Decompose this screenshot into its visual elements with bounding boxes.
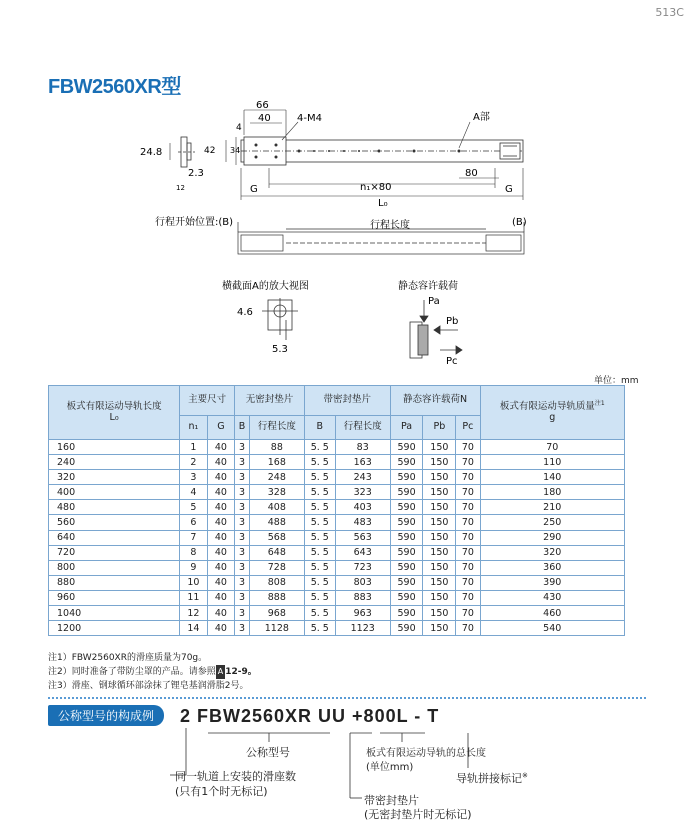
table-cell: 40 bbox=[207, 485, 234, 500]
th-pb: Pb bbox=[423, 416, 456, 440]
note-2-ref-badge: A bbox=[216, 665, 225, 679]
table-cell: 40 bbox=[207, 530, 234, 545]
note-1: 注1）FBW2560XR的滑座质量为70g。 bbox=[48, 653, 208, 663]
table-cell: 11 bbox=[180, 590, 207, 605]
table-cell: 5. 5 bbox=[304, 590, 335, 605]
table-cell: 9 bbox=[180, 560, 207, 575]
dim-42: 42 bbox=[204, 146, 216, 156]
table-cell: 5. 5 bbox=[304, 470, 335, 485]
table-cell: 2 bbox=[180, 455, 207, 470]
label-nominal: 公称型号 bbox=[246, 746, 290, 759]
table-cell: 150 bbox=[423, 560, 456, 575]
table-cell: 963 bbox=[335, 606, 390, 621]
page-title: FBW2560XR型 bbox=[48, 76, 181, 98]
table-cell: 648 bbox=[249, 545, 304, 560]
table-cell: 83 bbox=[335, 440, 390, 455]
table-cell: 568 bbox=[249, 530, 304, 545]
table-cell: 160 bbox=[49, 440, 180, 455]
table-cell: 70 bbox=[456, 500, 480, 515]
table-cell: 430 bbox=[480, 590, 625, 605]
table-cell: 590 bbox=[390, 575, 423, 590]
th-stroke2: 行程长度 bbox=[335, 416, 390, 440]
th-length-text: 板式有限运动导轨长度 bbox=[66, 400, 162, 412]
th-pa: Pa bbox=[390, 416, 423, 440]
dim-80: 80 bbox=[465, 168, 478, 179]
table-cell: 5. 5 bbox=[304, 575, 335, 590]
table-cell: 40 bbox=[207, 560, 234, 575]
table-cell: 883 bbox=[335, 590, 390, 605]
stroke-start-label: 行程开始位置:(B) bbox=[155, 217, 234, 228]
table-cell: 3 bbox=[235, 455, 250, 470]
table-cell: 40 bbox=[207, 455, 234, 470]
load-pc: Pc bbox=[446, 356, 458, 367]
stroke-length-label: 行程长度 bbox=[370, 220, 410, 231]
table-cell: 960 bbox=[49, 590, 180, 605]
label-seal-1: 带密封垫片 bbox=[364, 794, 419, 807]
table-cell: 150 bbox=[423, 470, 456, 485]
table-cell: 150 bbox=[423, 440, 456, 455]
table-cell: 70 bbox=[456, 485, 480, 500]
label-joint bbox=[456, 770, 528, 786]
table-cell: 3 bbox=[235, 515, 250, 530]
table-cell: 150 bbox=[423, 621, 456, 636]
table-cell: 1 bbox=[180, 440, 207, 455]
table-cell: 808 bbox=[249, 575, 304, 590]
table-cell: 180 bbox=[480, 485, 625, 500]
section-a-title: 横截面A的放大视图 bbox=[222, 281, 309, 292]
part-a-label: A部 bbox=[473, 112, 490, 123]
table-cell: 3 bbox=[235, 575, 250, 590]
table-cell: 250 bbox=[480, 515, 625, 530]
static-load-title: 静态容许载荷 bbox=[398, 281, 458, 292]
table-cell: 408 bbox=[249, 500, 304, 515]
load-pb: Pb bbox=[446, 316, 459, 327]
table-cell: 163 bbox=[335, 455, 390, 470]
table-cell: 3 bbox=[235, 485, 250, 500]
table-cell: 5. 5 bbox=[304, 440, 335, 455]
table-cell: 5. 5 bbox=[304, 530, 335, 545]
table-cell: 590 bbox=[390, 545, 423, 560]
table-cell: 8 bbox=[180, 545, 207, 560]
model-code: 2 FBW2560XR UU +800L - T bbox=[180, 706, 440, 726]
stroke-end-label: (B) bbox=[512, 217, 527, 228]
table-cell: 968 bbox=[249, 606, 304, 621]
table-cell: 3 bbox=[235, 621, 250, 636]
dim-lo: L₀ bbox=[378, 198, 388, 209]
note-2-ref: 12-9。 bbox=[225, 667, 257, 677]
label-qty-2: (只有1个时无标记) bbox=[175, 785, 268, 798]
table-cell: 290 bbox=[480, 530, 625, 545]
table-cell: 3 bbox=[235, 606, 250, 621]
table-cell: 5. 5 bbox=[304, 621, 335, 636]
table-cell: 150 bbox=[423, 485, 456, 500]
table-cell: 70 bbox=[456, 606, 480, 621]
label-total-length: 板式有限运动导轨的总长度 bbox=[366, 748, 486, 759]
table-cell: 150 bbox=[423, 530, 456, 545]
dim-4a: 4 bbox=[236, 123, 242, 133]
dim-4m4: 4-M4 bbox=[297, 113, 322, 124]
table-cell: 590 bbox=[390, 590, 423, 605]
table-cell: 150 bbox=[423, 590, 456, 605]
table-cell: 70 bbox=[480, 440, 625, 455]
table-cell: 483 bbox=[335, 515, 390, 530]
table-cell: 800 bbox=[49, 560, 180, 575]
table-cell: 243 bbox=[335, 470, 390, 485]
table-cell: 590 bbox=[390, 560, 423, 575]
table-cell: 70 bbox=[456, 440, 480, 455]
table-cell: 150 bbox=[423, 455, 456, 470]
th-mass-note: 注1 bbox=[594, 400, 605, 407]
th-b1: B bbox=[235, 416, 250, 440]
table-cell: 590 bbox=[390, 606, 423, 621]
table-cell: 328 bbox=[249, 485, 304, 500]
table-cell: 590 bbox=[390, 470, 423, 485]
table-cell: 10 bbox=[180, 575, 207, 590]
table-cell: 40 bbox=[207, 575, 234, 590]
table-cell: 70 bbox=[456, 621, 480, 636]
th-n1: n₁ bbox=[180, 416, 207, 440]
label-joint-mark: ※ bbox=[522, 771, 528, 780]
th-b2: B bbox=[304, 416, 335, 440]
table-cell: 5. 5 bbox=[304, 560, 335, 575]
table-cell: 403 bbox=[335, 500, 390, 515]
table-cell: 560 bbox=[49, 515, 180, 530]
table-cell: 150 bbox=[423, 575, 456, 590]
table-cell: 5. 5 bbox=[304, 500, 335, 515]
label-qty-1: 同一轨道上安装的滑座数 bbox=[175, 770, 296, 783]
dim-2-3: 2.3 bbox=[188, 168, 204, 179]
table-cell: 3 bbox=[235, 470, 250, 485]
dim-24-8: 24.8 bbox=[140, 147, 163, 158]
table-cell: 70 bbox=[456, 530, 480, 545]
table-cell: 40 bbox=[207, 515, 234, 530]
dim-5-3: 5.3 bbox=[272, 344, 288, 355]
table-cell: 5. 5 bbox=[304, 515, 335, 530]
dim-g-right: G bbox=[505, 184, 513, 195]
table-cell: 590 bbox=[390, 621, 423, 636]
table-cell: 110 bbox=[480, 455, 625, 470]
table-cell: 3 bbox=[235, 530, 250, 545]
table-cell: 150 bbox=[423, 545, 456, 560]
label-unit: (单位mm) bbox=[366, 762, 414, 773]
table-cell: 480 bbox=[49, 500, 180, 515]
table-cell: 1123 bbox=[335, 621, 390, 636]
table-cell: 40 bbox=[207, 470, 234, 485]
table-cell: 390 bbox=[480, 575, 625, 590]
dim-12: 12 bbox=[176, 184, 185, 192]
table-cell: 590 bbox=[390, 455, 423, 470]
table-cell: 240 bbox=[49, 455, 180, 470]
table-cell: 40 bbox=[207, 590, 234, 605]
table-cell: 70 bbox=[456, 515, 480, 530]
table-cell: 590 bbox=[390, 530, 423, 545]
table-cell: 323 bbox=[335, 485, 390, 500]
table-cell: 168 bbox=[249, 455, 304, 470]
table-cell: 360 bbox=[480, 560, 625, 575]
th-mass-text: 板式有限运动导轨质量 bbox=[499, 401, 595, 413]
load-pa: Pa bbox=[428, 296, 440, 307]
page-number: 513C bbox=[655, 6, 684, 19]
table-cell: 6 bbox=[180, 515, 207, 530]
table-cell: 4 bbox=[180, 485, 207, 500]
table-cell: 563 bbox=[335, 530, 390, 545]
table-cell: 70 bbox=[456, 470, 480, 485]
note-2-text: 注2）同时准备了带防尘罩的产品。请参照 bbox=[48, 667, 216, 677]
table-cell: 1040 bbox=[49, 606, 180, 621]
table-cell: 70 bbox=[456, 590, 480, 605]
th-with-seal: 带密封垫片 bbox=[304, 386, 390, 416]
dim-40: 40 bbox=[258, 113, 271, 124]
table-cell: 888 bbox=[249, 590, 304, 605]
table-cell: 590 bbox=[390, 440, 423, 455]
table-cell: 728 bbox=[249, 560, 304, 575]
table-cell: 14 bbox=[180, 621, 207, 636]
table-cell: 40 bbox=[207, 440, 234, 455]
table-cell: 643 bbox=[335, 545, 390, 560]
th-mass-unit: g bbox=[549, 412, 556, 424]
table-cell: 12 bbox=[180, 606, 207, 621]
table-cell: 540 bbox=[480, 621, 625, 636]
table-cell: 320 bbox=[49, 470, 180, 485]
table-cell: 590 bbox=[390, 515, 423, 530]
table-cell: 3 bbox=[235, 545, 250, 560]
table-cell: 40 bbox=[207, 500, 234, 515]
table-cell: 88 bbox=[249, 440, 304, 455]
label-seal-2: (无密封垫片时无标记) bbox=[364, 808, 472, 821]
table-cell: 880 bbox=[49, 575, 180, 590]
th-pc: Pc bbox=[456, 416, 480, 440]
dim-n1x80: n₁×80 bbox=[360, 182, 392, 193]
table-cell: 140 bbox=[480, 470, 625, 485]
table-cell: 150 bbox=[423, 515, 456, 530]
table-cell: 210 bbox=[480, 500, 625, 515]
table-cell: 640 bbox=[49, 530, 180, 545]
unit-label: 单位：mm bbox=[594, 376, 639, 386]
table-cell: 590 bbox=[390, 500, 423, 515]
table-cell: 70 bbox=[456, 455, 480, 470]
table-cell: 1200 bbox=[49, 621, 180, 636]
table-cell: 5. 5 bbox=[304, 455, 335, 470]
table-cell: 150 bbox=[423, 606, 456, 621]
table-cell: 70 bbox=[456, 545, 480, 560]
table-cell: 5. 5 bbox=[304, 485, 335, 500]
table-cell: 5. 5 bbox=[304, 545, 335, 560]
table-cell: 70 bbox=[456, 560, 480, 575]
table-cell: 723 bbox=[335, 560, 390, 575]
dim-4-6: 4.6 bbox=[237, 307, 253, 318]
table-cell: 3 bbox=[235, 590, 250, 605]
table-cell: 803 bbox=[335, 575, 390, 590]
table-cell: 40 bbox=[207, 621, 234, 636]
th-main-dims: 主要尺寸 bbox=[180, 386, 235, 416]
dim-34: 34 bbox=[230, 146, 241, 155]
table-cell: 320 bbox=[480, 545, 625, 560]
table-cell: 7 bbox=[180, 530, 207, 545]
table-cell: 488 bbox=[249, 515, 304, 530]
note-3: 注3）滑座、钢球循环部涂抹了锂皂基润滑脂2号。 bbox=[48, 681, 249, 691]
table-cell: 590 bbox=[390, 485, 423, 500]
table-cell: 40 bbox=[207, 606, 234, 621]
label-joint-text: 导轨拼接标记 bbox=[456, 772, 522, 785]
table-cell: 248 bbox=[249, 470, 304, 485]
th-stroke1: 行程长度 bbox=[249, 416, 304, 440]
dim-g-left: G bbox=[250, 184, 258, 195]
th-length-sub: L₀ bbox=[109, 411, 119, 423]
th-no-seal: 无密封垫片 bbox=[235, 386, 305, 416]
table-cell: 3 bbox=[235, 440, 250, 455]
table-cell: 3 bbox=[235, 500, 250, 515]
th-load: 静态容许载荷N bbox=[390, 386, 480, 416]
th-g: G bbox=[207, 416, 234, 440]
table-cell: 5 bbox=[180, 500, 207, 515]
dim-66: 66 bbox=[256, 100, 269, 111]
table-cell: 460 bbox=[480, 606, 625, 621]
table-cell: 5. 5 bbox=[304, 606, 335, 621]
table-cell: 400 bbox=[49, 485, 180, 500]
table-cell: 70 bbox=[456, 575, 480, 590]
table-cell: 3 bbox=[180, 470, 207, 485]
table-cell: 40 bbox=[207, 545, 234, 560]
table-cell: 150 bbox=[423, 500, 456, 515]
table-cell: 3 bbox=[235, 560, 250, 575]
table-cell: 1128 bbox=[249, 621, 304, 636]
table-cell: 720 bbox=[49, 545, 180, 560]
model-example-label: 公称型号的构成例 bbox=[48, 705, 164, 726]
